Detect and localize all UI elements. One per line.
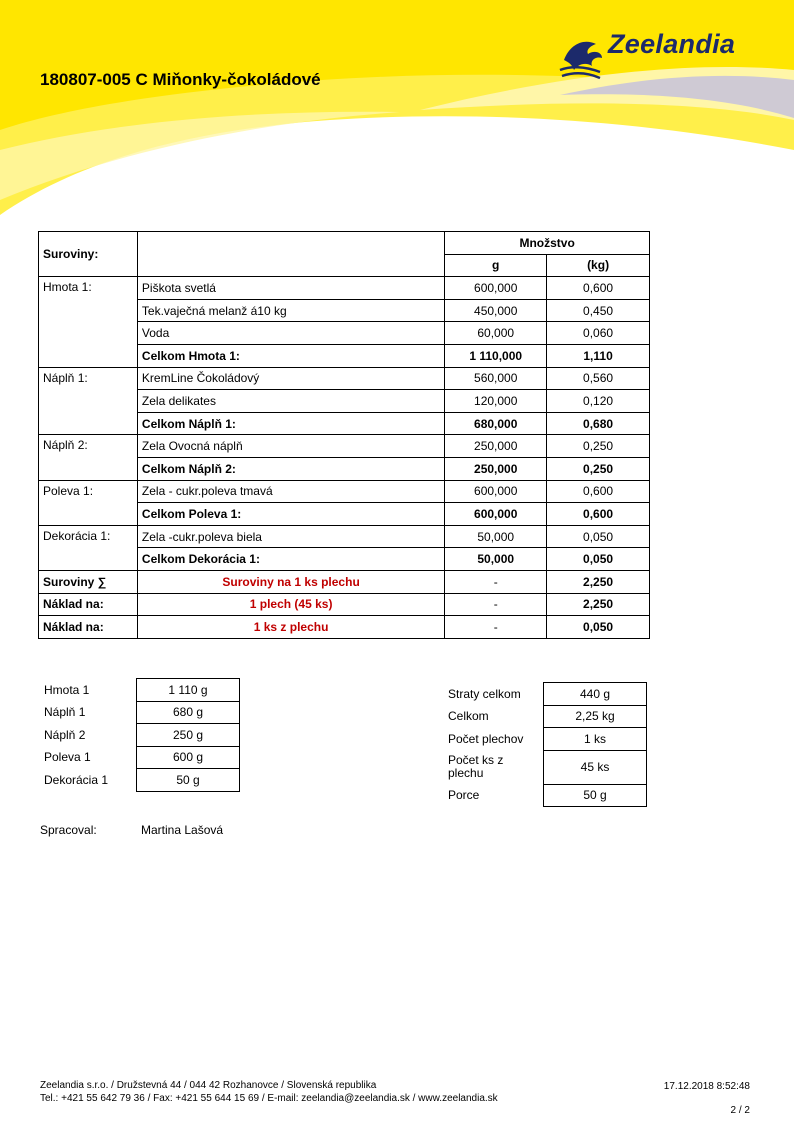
total-description: 1 ks z plechu (137, 616, 444, 639)
summary-value: 1 ks (544, 728, 647, 751)
ingredient-name: Tek.vaječná melanž á10 kg (137, 299, 444, 322)
amount-kg: 0,250 (547, 457, 650, 480)
summary-row (38, 724, 240, 747)
document-title: 180807-005 C Miňonky-čokoládové (40, 70, 321, 89)
amount-grams: 600,000 (445, 277, 547, 300)
summary-value: 600 g (137, 746, 240, 769)
component-summary (38, 678, 240, 792)
summary-value: 50 g (544, 784, 647, 807)
ingredient-name: Celkom Dekorácia 1: (137, 548, 444, 571)
footer-address: Zeelandia s.r.o. / Družstevná 44 / 044 42 Rozhanovce / Slovenská republika (40, 1080, 377, 1091)
table-row (39, 367, 650, 390)
total-kg: 2,250 (547, 593, 650, 616)
summary-row (443, 705, 647, 728)
summary-label: Straty celkom (448, 686, 521, 701)
total-kg: 0,050 (547, 616, 650, 639)
amount-grams: 1 110,000 (445, 344, 547, 367)
total-label: Náklad na: (39, 593, 138, 616)
amount-kg: 0,680 (547, 412, 650, 435)
amount-kg: 0,250 (547, 435, 650, 458)
batch-summary (443, 682, 647, 807)
group-label: Poleva 1: (39, 480, 138, 525)
amount-grams: 120,000 (445, 390, 547, 413)
amount-grams: 50,000 (445, 548, 547, 571)
ingredient-name: Zela -cukr.poleva biela (137, 525, 444, 548)
group-label: Náplň 2: (39, 435, 138, 480)
total-grams: - (445, 593, 547, 616)
ingredient-name: Voda (137, 322, 444, 345)
ingredient-name: Celkom Náplň 2: (137, 457, 444, 480)
amount-grams: 560,000 (445, 367, 547, 390)
summary-label: Počet plechov (448, 731, 524, 746)
group-label: Hmota 1: (39, 277, 138, 367)
summary-label: Poleva 1 (44, 750, 91, 765)
ingredient-name: KremLine Čokoládový (137, 367, 444, 390)
summary-row (443, 683, 647, 706)
summary-label: Hmota 1 (44, 682, 90, 697)
amount-kg: 0,560 (547, 367, 650, 390)
ingredient-name: Celkom Náplň 1: (137, 412, 444, 435)
total-row (39, 616, 650, 639)
summary-label: Dekorácia 1 (44, 772, 109, 787)
amount-kg: 1,110 (547, 344, 650, 367)
amount-grams: 680,000 (445, 412, 547, 435)
summary-label: Porce (448, 788, 480, 803)
ingredient-name: Piškota svetlá (137, 277, 444, 300)
summary-label: Celkom (448, 709, 489, 724)
kg-header: (kg) (547, 254, 650, 277)
brand-name: Zeelandia (608, 29, 736, 59)
ingredient-name: Zela Ovocná náplň (137, 435, 444, 458)
amount-kg: 0,060 (547, 322, 650, 345)
ingredients-table (38, 231, 650, 639)
amount-grams: 600,000 (445, 503, 547, 526)
summary-row (38, 701, 240, 724)
total-row (39, 593, 650, 616)
group-label: Náplň 1: (39, 367, 138, 435)
total-grams: - (445, 616, 547, 639)
total-label: Suroviny ∑ (39, 570, 138, 593)
amount-kg: 0,600 (547, 480, 650, 503)
summary-value: 1 110 g (137, 679, 240, 702)
summary-row (38, 746, 240, 769)
ingredients-header: Suroviny: (39, 232, 138, 277)
processed-by-label: Spracoval: (40, 823, 97, 837)
summary-label: Náplň 2 (44, 727, 86, 742)
amount-grams: 450,000 (445, 299, 547, 322)
amount-kg: 0,600 (547, 277, 650, 300)
summary-row (443, 750, 647, 784)
summary-value: 45 ks (544, 750, 647, 784)
summary-value: 440 g (544, 683, 647, 706)
summary-row (443, 728, 647, 751)
summary-row (443, 784, 647, 807)
amount-grams: 60,000 (445, 322, 547, 345)
summary-value: 2,25 kg (544, 705, 647, 728)
summary-row (38, 769, 240, 792)
summary-value: 680 g (137, 701, 240, 724)
summary-row (38, 679, 240, 702)
table-row (39, 480, 650, 503)
amount-kg: 0,450 (547, 299, 650, 322)
total-label: Náklad na: (39, 616, 138, 639)
amount-grams: 250,000 (445, 457, 547, 480)
group-label: Dekorácia 1: (39, 525, 138, 570)
page-number: 2 / 2 (730, 1105, 750, 1116)
summary-label: Počet ks z plechu (448, 753, 504, 780)
ingredient-name: Celkom Hmota 1: (137, 344, 444, 367)
summary-value: 250 g (137, 724, 240, 747)
ingredient-name: Zela delikates (137, 390, 444, 413)
summary-label: Náplň 1 (44, 705, 86, 720)
total-description: Suroviny na 1 ks plechu (137, 570, 444, 593)
footer-contacts: Tel.: +421 55 642 79 36 / Fax: +421 55 644 15 69 / E-mail: zeelandia@zeelandia.sk / www.zeelandia.sk (40, 1093, 498, 1104)
table-row (39, 277, 650, 300)
processed-by-name: Martina Lašová (141, 823, 224, 837)
amount-grams: 600,000 (445, 480, 547, 503)
table-row (39, 525, 650, 548)
amount-kg: 0,600 (547, 503, 650, 526)
amount-header: Množstvo (445, 232, 650, 255)
table-row (39, 435, 650, 458)
ingredient-name: Celkom Poleva 1: (137, 503, 444, 526)
summary-value: 50 g (137, 769, 240, 792)
footer-date: 17.12.2018 8:52:48 (663, 1081, 750, 1092)
total-kg: 2,250 (547, 570, 650, 593)
ingredient-name: Zela - cukr.poleva tmavá (137, 480, 444, 503)
amount-grams: 50,000 (445, 525, 547, 548)
grams-header: g (445, 254, 547, 277)
total-row (39, 570, 650, 593)
total-grams: - (445, 570, 547, 593)
total-description: 1 plech (45 ks) (137, 593, 444, 616)
amount-kg: 0,120 (547, 390, 650, 413)
amount-grams: 250,000 (445, 435, 547, 458)
amount-kg: 0,050 (547, 525, 650, 548)
amount-kg: 0,050 (547, 548, 650, 571)
